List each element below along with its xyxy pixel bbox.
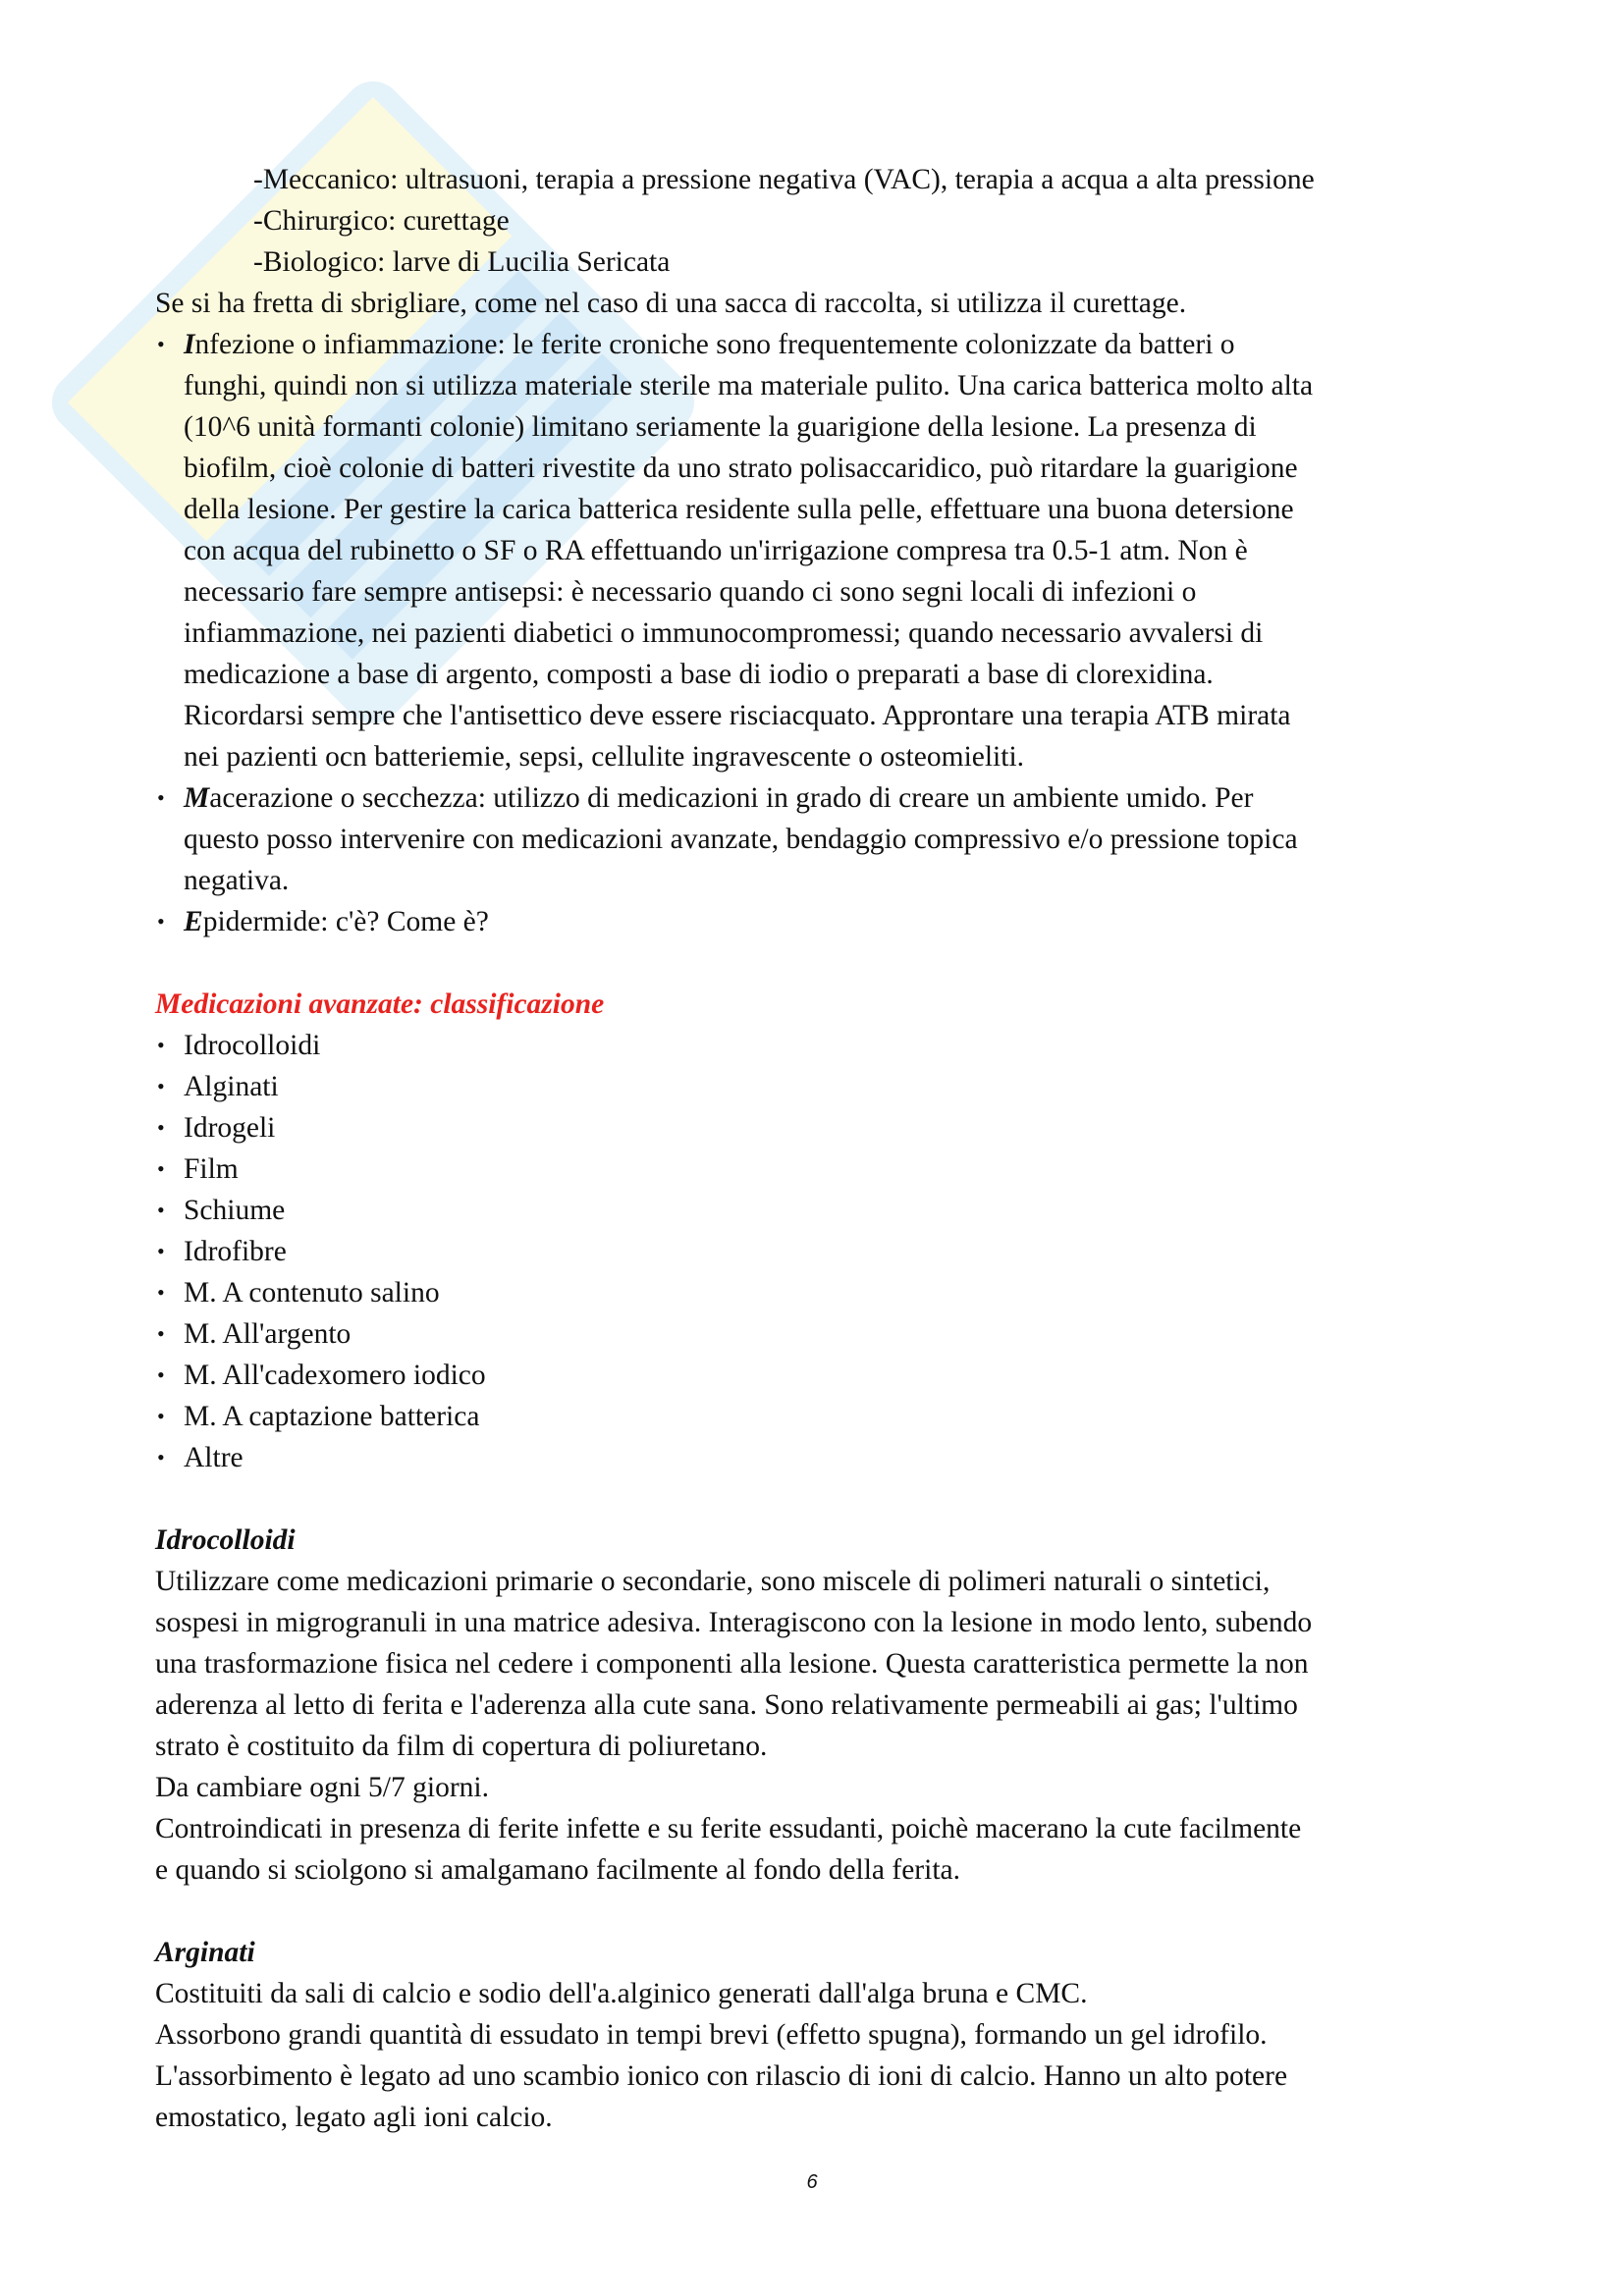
bullet-icon: •: [157, 1321, 165, 1346]
line-text: Utilizzare come medicazioni primarie o secondarie, sono miscele di polimeri naturali o sintetici,: [155, 1566, 1271, 1597]
text-line: [0, 159, 1624, 200]
line-text: Da cambiare ogni 5/7 giorni.: [155, 1772, 489, 1803]
text-line: [0, 200, 1624, 241]
line-text: acerazione o secchezza: utilizzo di medicazioni in grado di creare un ambiente umido. Per: [209, 782, 1254, 814]
text-line: [0, 365, 1624, 406]
bullet-icon: •: [157, 1115, 165, 1140]
line-text: funghi, quindi non si utilizza materiale sterile ma materiale pulito. Una carica batterica molto alta: [184, 370, 1314, 401]
line-text: della lesione. Per gestire la carica batterica residente sulla pelle, effettuare una buona detersione: [184, 494, 1294, 525]
bullet-icon: •: [157, 1156, 165, 1181]
text-line: [0, 1849, 1624, 1891]
line-text: Arginati: [155, 1937, 255, 1968]
text-line: [0, 530, 1624, 571]
list-item: [0, 777, 1624, 819]
line-text: Idrogeli: [184, 1112, 276, 1144]
text-line: [0, 283, 1624, 324]
list-item: [0, 1190, 1624, 1231]
text-line: [0, 1726, 1624, 1767]
line-text: Idrofibre: [184, 1236, 287, 1267]
line-text: pidermide: c'è? Come è?: [202, 906, 489, 937]
line-text: -Chirurgico: curettage: [253, 205, 510, 237]
bullet-icon: •: [157, 1074, 165, 1098]
line-text: Controindicati in presenza di ferite infette e su ferite essudanti, poichè macerano la cute facilmente: [155, 1813, 1302, 1844]
line-text: nei pazienti ocn batteriemie, sepsi, cellulite ingravescente o osteomieliti.: [184, 741, 1025, 773]
blank-line: [0, 942, 1624, 984]
line-text: M. A contenuto salino: [184, 1277, 440, 1308]
line-text: Altre: [184, 1442, 244, 1473]
list-item: [0, 1313, 1624, 1355]
line-text: Schiume: [184, 1195, 286, 1226]
line-text: medicazione a base di argento, composti a base di iodio o preparati a base di clorexidina.: [184, 659, 1214, 690]
line-text: Ricordarsi sempre che l'antisettico deve essere risciacquato. Approntare una terapia ATB mirata: [184, 700, 1291, 731]
line-text: aderenza al letto di ferita e l'aderenza alla cute sana. Sono relativamente permeabili ai gas; l'ultimo: [155, 1689, 1298, 1721]
bullet-icon: •: [157, 785, 165, 810]
bullet-icon: •: [157, 1362, 165, 1387]
text-line: [0, 819, 1624, 860]
line-text: Se si ha fretta di sbrigliare, come nel caso di una sacca di raccolta, si utilizza il curettage.: [155, 288, 1187, 319]
list-item: [0, 1066, 1624, 1107]
line-text: Costituiti da sali di calcio e sodio dell'a.alginico generati dall'alga bruna e CMC.: [155, 1978, 1088, 2009]
bullet-icon: •: [157, 909, 165, 934]
initial-letter: M: [184, 782, 210, 814]
line-text: con acqua del rubinetto o SF o RA effettuando un'irrigazione compresa tra 0.5-1 atm. Non è: [184, 535, 1248, 566]
line-text: (10^6 unità formanti colonie) limitano seriamente la guarigione della lesione. La presenza di: [184, 411, 1257, 443]
bullet-icon: •: [157, 1239, 165, 1263]
line-text: sospesi in migrogranuli in una matrice adesiva. Interagiscono con la lesione in modo lento, subendo: [155, 1607, 1313, 1638]
list-item: [0, 324, 1624, 365]
list-item: [0, 1272, 1624, 1313]
line-text: Film: [184, 1153, 239, 1185]
line-text: emostatico, legato agli ioni calcio.: [155, 2102, 553, 2133]
line-text: necessario fare sempre antisepsi: è necessario quando ci sono segni locali di infezioni o: [184, 576, 1197, 608]
line-text: -Biologico: larve di Lucilia Sericata: [253, 246, 671, 278]
bullet-icon: •: [157, 1445, 165, 1469]
line-text: e quando si sciolgono si amalgamano facilmente al fondo della ferita.: [155, 1854, 960, 1886]
text-line: [0, 1684, 1624, 1726]
text-line: [0, 1602, 1624, 1643]
subsection-heading: [0, 1932, 1624, 1973]
list-item: [0, 1396, 1624, 1437]
line-text: Assorbono grandi quantità di essudato in tempi brevi (effetto spugna), formando un gel idrofilo.: [155, 2019, 1268, 2051]
line-text: Idrocolloidi: [184, 1030, 321, 1061]
text-line: [0, 2056, 1624, 2097]
line-text: strato è costituito da film di copertura di poliuretano.: [155, 1731, 768, 1762]
line-text: M. All'argento: [184, 1318, 352, 1350]
text-line: [0, 2097, 1624, 2138]
list-item: [0, 1231, 1624, 1272]
document-body: [0, 159, 1624, 2138]
line-text: Idrocolloidi: [155, 1524, 296, 1556]
text-line: [0, 654, 1624, 695]
text-line: [0, 1973, 1624, 2014]
blank-line: [0, 1478, 1624, 1520]
list-item: [0, 901, 1624, 942]
subsection-heading: [0, 1520, 1624, 1561]
line-text: L'assorbimento è legato ad uno scambio ionico con rilascio di ioni di calcio. Hanno un alto potere: [155, 2060, 1288, 2092]
text-line: [0, 1561, 1624, 1602]
bullet-icon: •: [157, 1198, 165, 1222]
line-text: una trasformazione fisica nel cedere i componenti alla lesione. Questa caratteristica permette la non: [155, 1648, 1309, 1680]
line-text: negativa.: [184, 865, 290, 896]
line-text: nfezione o infiammazione: le ferite croniche sono frequentemente colonizzate da batteri o: [194, 329, 1235, 360]
list-item: [0, 1107, 1624, 1148]
initial-letter: I: [184, 329, 195, 360]
line-text: M. All'cadexomero iodico: [184, 1360, 486, 1391]
text-line: [0, 1643, 1624, 1684]
line-text: infiammazione, nei pazienti diabetici o immunocompromessi; quando necessario avvalersi di: [184, 617, 1264, 649]
page-number: 6: [806, 2171, 818, 2193]
bullet-icon: •: [157, 1404, 165, 1428]
line-text: biofilm, cioè colonie di batteri rivestite da uno strato polisaccaridico, può ritardare la guarigione: [184, 453, 1298, 484]
text-line: [0, 241, 1624, 283]
line-text: -Meccanico: ultrasuoni, terapia a pressione negativa (VAC), terapia a acqua a alta pressione: [253, 164, 1315, 195]
section-heading: [0, 984, 1624, 1025]
text-line: [0, 406, 1624, 448]
line-text: questo posso intervenire con medicazioni avanzate, bendaggio compressivo e/o pressione topica: [184, 824, 1298, 855]
text-line: [0, 1767, 1624, 1808]
list-item: [0, 1148, 1624, 1190]
line-text: Alginati: [184, 1071, 279, 1102]
initial-letter: E: [184, 906, 203, 937]
bullet-icon: •: [157, 1280, 165, 1305]
text-line: [0, 736, 1624, 777]
list-item: [0, 1355, 1624, 1396]
bullet-icon: •: [157, 332, 165, 356]
bullet-icon: •: [157, 1033, 165, 1057]
text-line: [0, 448, 1624, 489]
text-line: [0, 489, 1624, 530]
text-line: [0, 695, 1624, 736]
list-item: [0, 1437, 1624, 1478]
text-line: [0, 571, 1624, 613]
text-line: [0, 1808, 1624, 1849]
text-line: [0, 2014, 1624, 2056]
line-text: M. A captazione batterica: [184, 1401, 480, 1432]
blank-line: [0, 1891, 1624, 1932]
text-line: [0, 860, 1624, 901]
list-item: [0, 1025, 1624, 1066]
line-text: Medicazioni avanzate: classificazione: [155, 988, 605, 1020]
text-line: [0, 613, 1624, 654]
